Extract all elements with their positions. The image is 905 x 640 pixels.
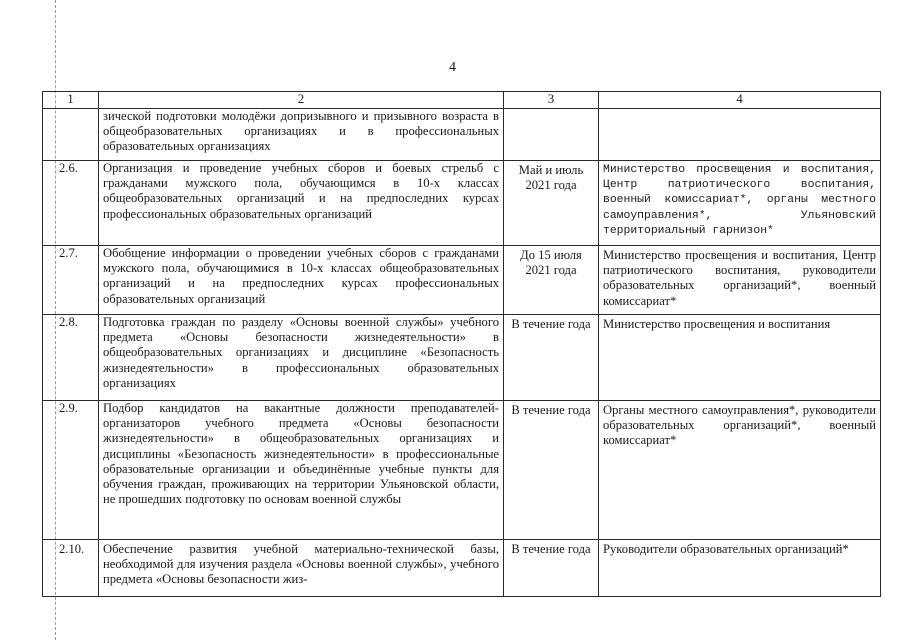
row-responsible: Органы местного самоуправления*, руководители образовательных организаций*, военный комиссариат* bbox=[599, 401, 881, 540]
row-activity: Обобщение информации о проведении учебных сборов с гражданами мужского пола, обучающимися в 10-х классах общеобразовательных организаций и на предпоследних курсах профессиональных образовательных организаций bbox=[99, 246, 504, 315]
row-responsible bbox=[599, 109, 881, 161]
row-activity: Обеспечение развития учебной материально-технической базы, необходимой для изучения раздела «Основы военной службы», учебного предмета «Основы безопасности жиз- bbox=[99, 540, 504, 597]
row-term: До 15 июля 2021 года bbox=[504, 246, 599, 315]
row-responsible: Руководители образовательных организаций* bbox=[599, 540, 881, 597]
row-term bbox=[504, 109, 599, 161]
header-col-3: 3 bbox=[504, 92, 599, 109]
row-number: 2.6. bbox=[43, 161, 99, 246]
table-header-row bbox=[43, 92, 881, 109]
row-activity: Подготовка граждан по разделу «Основы военной службы» учебного предмета «Основы безопасности жизнедеятельности» в общеобразовательных организациях и дисциплине «Безопасность жизнедеятельности» в профессиональных образовательных организациях bbox=[99, 315, 504, 401]
row-activity: зической подготовки молодёжи допризывного и призывного возраста в общеобразовательных организациях и в профессиональных образовательных организациях bbox=[99, 109, 504, 161]
row-number: 2.8. bbox=[43, 315, 99, 401]
row-number bbox=[43, 109, 99, 161]
row-responsible: Министерство просвещения и воспитания bbox=[599, 315, 881, 401]
row-responsible: Министерство просвещения и воспитания, Центр патриотического воспитания, руководители образовательных организаций*, военный комиссариат* bbox=[599, 246, 881, 315]
row-term: Май и июль 2021 года bbox=[504, 161, 599, 246]
page-number: 4 bbox=[449, 60, 456, 75]
plan-table bbox=[42, 91, 881, 597]
row-term: В течение года bbox=[504, 540, 599, 597]
header-col-4: 4 bbox=[599, 92, 881, 109]
table-row bbox=[43, 109, 881, 161]
row-activity: Организация и проведение учебных сборов и боевых стрельб с гражданами мужского пола, обучающимся в 10-х классах общеобразовательных организаций и на предпоследних курсах профессиональных образовательных организаций bbox=[99, 161, 504, 246]
row-term: В течение года bbox=[504, 401, 599, 540]
row-activity: Подбор кандидатов на вакантные должности преподавателей-организаторов учебного предмета «Основы безопасности жизнедеятельности» в общеобразовательных организациях и дисциплины «Безопасность жизнедеятельности» в профессиональные образовательные организации и объединённые учебные пункты для обучения граждан, проживающих на территории Ульяновской области, не прошедших подготовку по основам военной службы bbox=[99, 401, 504, 540]
table-row bbox=[43, 246, 881, 315]
table-row bbox=[43, 401, 881, 540]
row-responsible: Министерство просвещения и воспитания, Центр патриотического воспитания, военный комиссариат*, органы местного самоуправления*, Ульяновский территориальный гарнизон* bbox=[599, 161, 881, 246]
table-row bbox=[43, 315, 881, 401]
table-row bbox=[43, 161, 881, 246]
row-number: 2.7. bbox=[43, 246, 99, 315]
row-number: 2.9. bbox=[43, 401, 99, 540]
header-col-1: 1 bbox=[43, 92, 99, 109]
header-col-2: 2 bbox=[99, 92, 504, 109]
row-number: 2.10. bbox=[43, 540, 99, 597]
table-row bbox=[43, 540, 881, 597]
row-term: В течение года bbox=[504, 315, 599, 401]
